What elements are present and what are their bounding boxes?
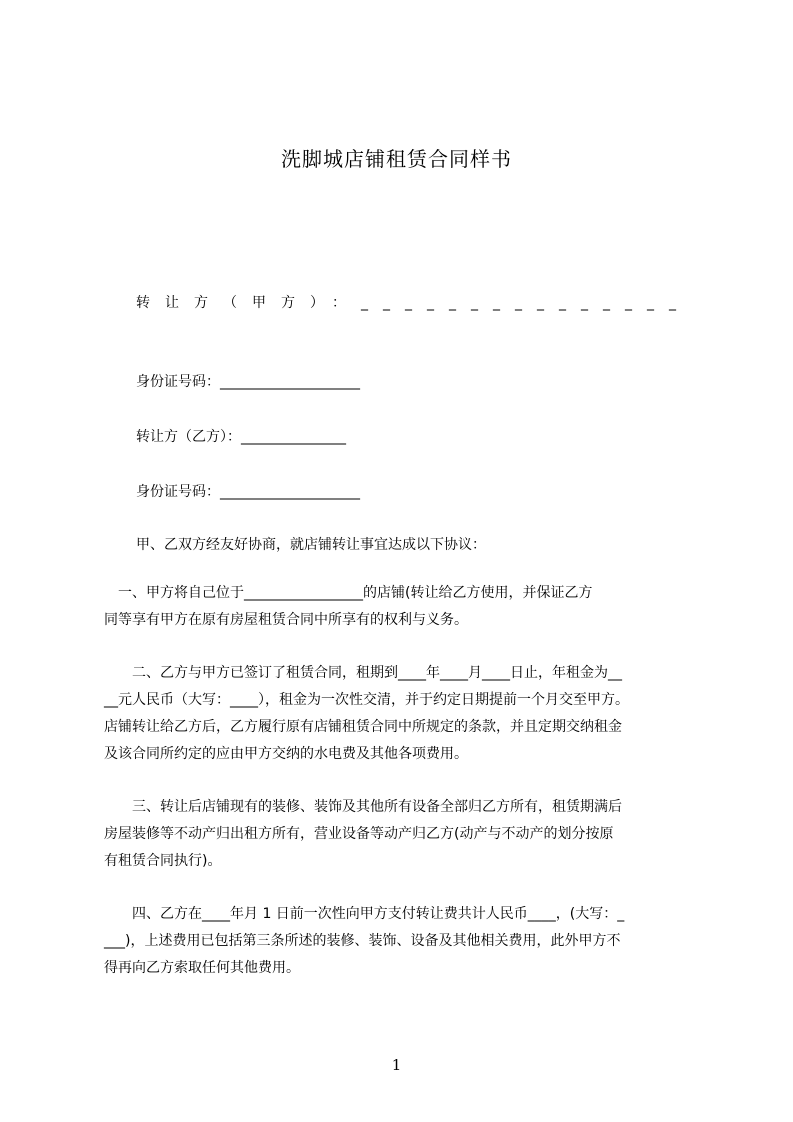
clause-2-line: 及该合同所约定的应由甲方交纳的水电费及其他各项费用。	[104, 746, 468, 762]
clause-3-line: 有租赁合同执行)。	[104, 853, 222, 869]
clause-3-line: 三、转让后店铺现有的装修、装饰及其他所有设备全部归乙方所有，租赁期满后	[104, 799, 622, 815]
clause-4-line: 四、乙方在____年月 1 日前一次性向甲方支付转让费共计人民币____，(大写：_	[104, 906, 625, 922]
party-b-line: 转让方（乙方）：_______________	[136, 429, 346, 445]
clause-3-line: 房屋装修等不动产归出租方所有，营业设备等动产归乙方(动产与不动产的划分按原	[104, 826, 614, 842]
clause-1-line: 同等享有甲方在原有房屋租赁合同中所享有的权利与义务。	[104, 612, 468, 628]
page-number: 1	[391, 1056, 402, 1074]
party-a-line: 转让方（甲方）：_______________	[136, 295, 691, 311]
clause-1-line: 一、甲方将自己位于_________________的店铺(转让给乙方使用，并保证乙方	[104, 585, 593, 601]
clause-2-line: 二、乙方与甲方已签订了租赁合同，租期到____年____月____日止，年租金为__	[104, 665, 622, 681]
clause-3	[104, 794, 704, 875]
clause-1	[104, 580, 704, 634]
id-number-b-line: 身份证号码：____________________	[136, 484, 360, 500]
agreement-intro: 甲、乙双方经友好协商，就店铺转让事宜达成以下协议：	[136, 537, 486, 553]
clause-4-line: 得再向乙方索取任何其他费用。	[104, 960, 300, 976]
clause-4	[104, 901, 704, 982]
clause-2	[104, 660, 704, 768]
clause-4-line: ___)，上述费用已包括第三条所述的装修、装饰、设备及其他相关费用，此外甲方不	[104, 933, 621, 949]
clause-2-line: 店铺转让给乙方后，乙方履行原有店铺租赁合同中所规定的条款，并且定期交纳租金	[104, 719, 622, 735]
clause-2-line: __元人民币（大写：____），租金为一次性交清，并于约定日期提前一个月交至甲方。	[104, 692, 629, 708]
id-number-a-line: 身份证号码：____________________	[136, 374, 360, 390]
document-title: 洗脚城店铺租赁合同样书	[281, 147, 512, 171]
